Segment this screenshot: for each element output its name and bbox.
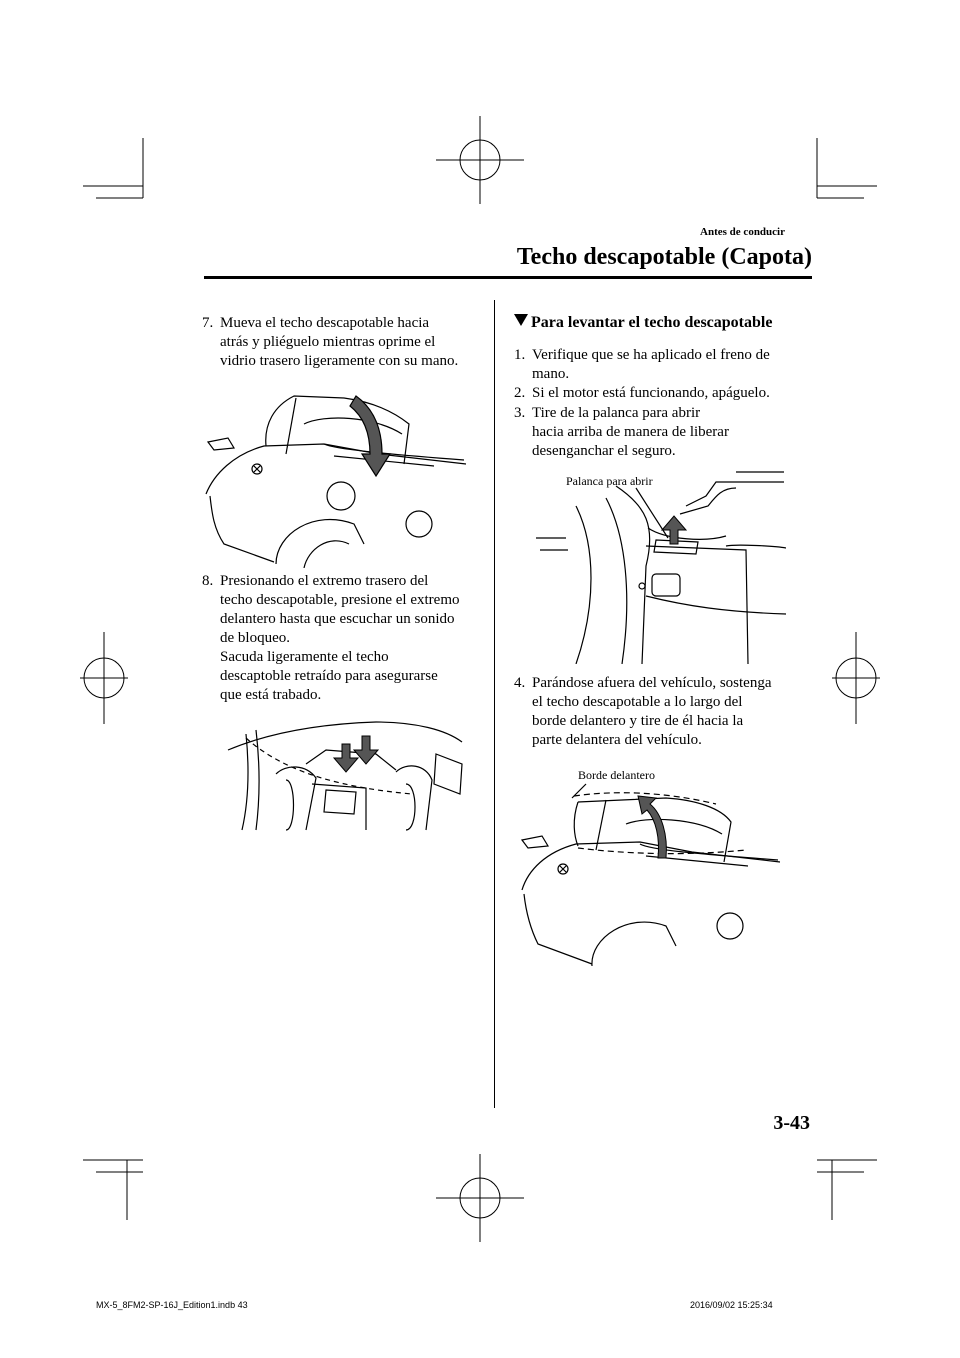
subheading-raise-roof: [514, 314, 772, 332]
step-line: Mueva el techo descapotable hacia: [220, 315, 430, 331]
step-line: desenganchar el seguro.: [532, 443, 676, 459]
figure-press-roof-lock: [226, 714, 464, 832]
step-7: [202, 314, 487, 374]
step-line: Si el motor está funcionando, apáguelo.: [532, 385, 770, 401]
step-text: [532, 384, 770, 403]
header-rule: [204, 276, 812, 279]
step-line: parte delantera del vehículo.: [532, 732, 702, 748]
step-line: vidrio trasero ligeramente con su mano.: [220, 353, 459, 369]
step-number: 4.: [514, 675, 526, 691]
step-number: 2.: [514, 385, 526, 401]
figure-release-lever: [536, 466, 786, 664]
step-line: Tire de la palanca para abrir: [532, 405, 701, 421]
step-line: descaptoble retraído para asegurarse: [220, 668, 438, 684]
step-line: Sacuda ligeramente el techo: [220, 649, 389, 665]
step-3: [514, 404, 804, 464]
step-line: hacia arriba de manera de liberar: [532, 424, 729, 440]
step-line: Presionando el extremo trasero del: [220, 573, 429, 589]
step-4: [514, 674, 804, 754]
page-title: Techo descapotable (Capota): [516, 244, 812, 270]
figure-fold-roof-back: [204, 384, 470, 568]
step-line: Verifique que se ha aplicado el freno de: [532, 347, 770, 363]
step-text: [220, 572, 459, 705]
triangle-bullet-icon: [514, 314, 528, 326]
step-line: borde delantero y tire de él hacia la: [532, 713, 744, 729]
step-text: [220, 314, 458, 371]
figure-pull-roof-forward: [516, 780, 784, 966]
step-line: el techo descapotable a lo largo del: [532, 694, 743, 710]
callout-release-lever: Palanca para abrir: [566, 474, 653, 488]
step-line: mano.: [532, 366, 570, 382]
step-text: [532, 404, 729, 461]
step-line: Parándose afuera del vehículo, sostenga: [532, 675, 772, 691]
step-8: [202, 572, 487, 712]
step-2: [514, 384, 804, 404]
step-number: 8.: [202, 573, 214, 589]
step-line: de bloqueo.: [220, 630, 290, 646]
step-line: que está trabado.: [220, 687, 322, 703]
callout-front-edge: Borde delantero: [578, 768, 655, 782]
subheading-text: Para levantar el techo descapotable: [531, 314, 773, 331]
footer-timestamp: 2016/09/02 15:25:34: [690, 1300, 773, 1310]
step-1: [514, 346, 804, 386]
footer-file-label: MX-5_8FM2-SP-16J_Edition1.indb 43: [96, 1300, 248, 1310]
step-text: [532, 346, 770, 384]
chapter-label: Antes de conducir: [700, 226, 785, 238]
step-number: 3.: [514, 405, 526, 421]
step-number: 7.: [202, 315, 214, 331]
step-text: [532, 674, 772, 750]
page-number: 3-43: [773, 1112, 810, 1134]
step-line: atrás y pliéguelo mientras oprime el: [220, 334, 436, 350]
step-line: techo descapotable, presione el extremo: [220, 592, 460, 608]
step-number: 1.: [514, 347, 526, 363]
column-divider: [494, 300, 495, 1108]
step-line: delantero hasta que escuchar un sonido: [220, 611, 455, 627]
